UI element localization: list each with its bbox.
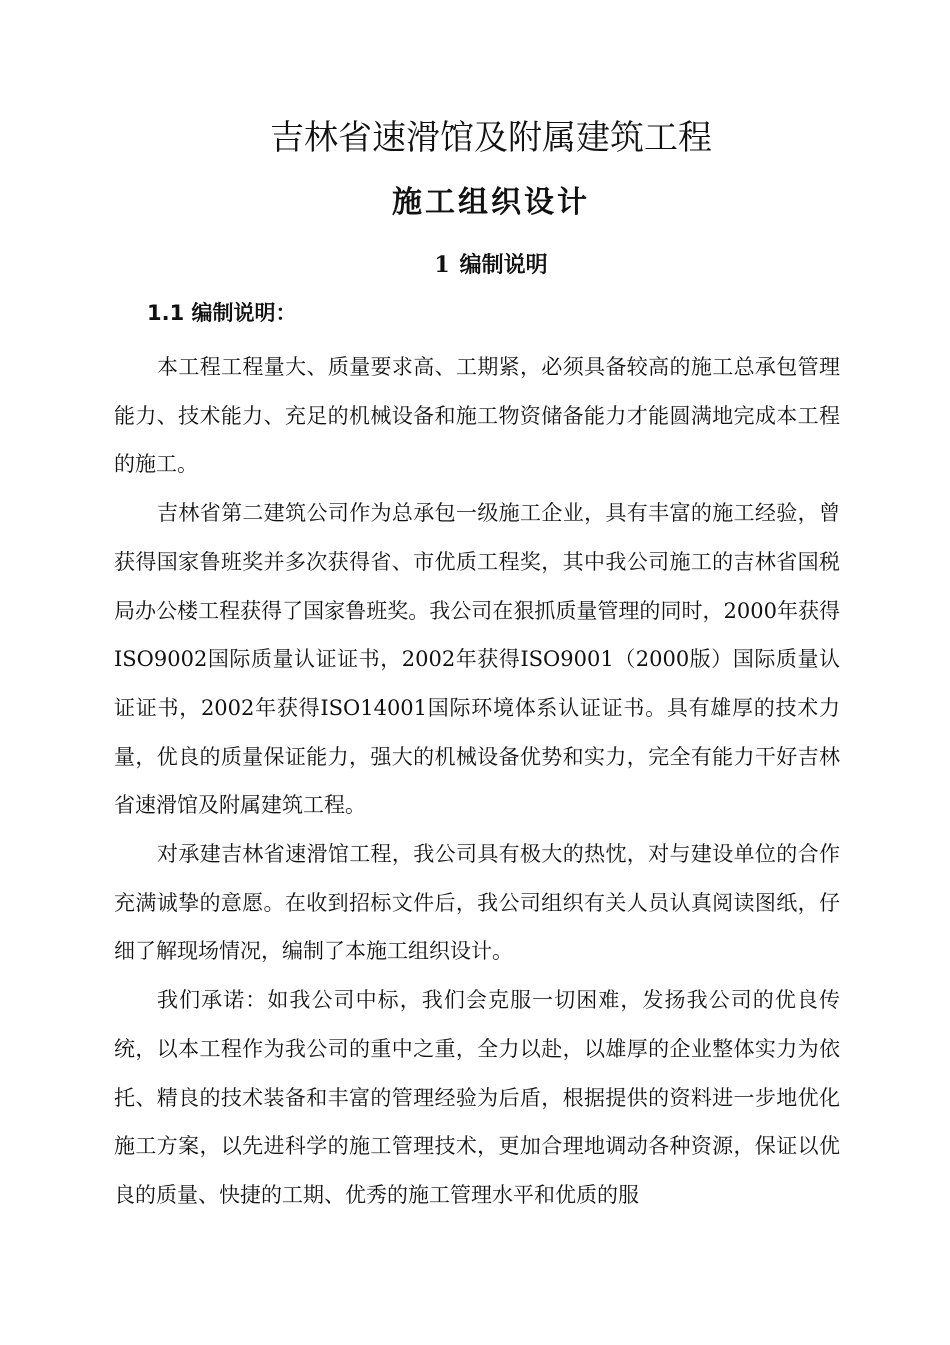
document-body <box>114 343 840 1220</box>
section-heading: 1.1 编制说明： <box>147 301 297 325</box>
paragraph: 对承建吉林省速滑馆工程，我公司具有极大的热忱，对与建设单位的合作充满诚挚的意愿。在收到招标文件后，我公司组织有关人员认真阅读图纸，仔细了解现场情况，编制了本施工组织设计。 <box>114 842 840 964</box>
paragraph: 吉林省第二建筑公司作为总承包一级施工企业，具有丰富的施工经验，曾获得国家鲁班奖并多次获得省、市优质工程奖，其中我公司施工的吉林省国税局办公楼工程获得了国家鲁班奖。我公司在狠抓质量管理的同时，2000年获得ISO9002国际质量认证证书，2002年获得ISO9001（2000版）国际质量认证证书，2002年获得ISO14001国际环境体系认证证书。具有雄厚的技术力量，优良的质量保证能力，强大的机械设备优势和实力，完全有能力干好吉林省速滑馆及附属建筑工程。 <box>114 501 840 818</box>
paragraph: 我们承诺：如我公司中标，我们会克服一切困难，发扬我公司的优良传统，以本工程作为我公司的重中之重，全力以赴，以雄厚的企业整体实力为依托、精良的技术装备和丰富的管理经验为后盾，根据提供的资料进一步地优化施工方案，以先进科学的施工管理技术，更加合理地调动各种资源，保证以优良的质量、快捷的工期、优秀的施工管理水平和优质的服 <box>114 988 840 1207</box>
chapter-number: 1 <box>434 252 450 278</box>
document-title: 吉林省速滑馆及附属建筑工程 <box>270 118 712 158</box>
document-subtitle: 施工组织设计 <box>392 185 590 220</box>
paragraph: 本工程工程量大、质量要求高、工期紧，必须具备较高的施工总承包管理能力、技术能力、充足的机械设备和施工物资储备能力才能圆满地完成本工程的施工。 <box>114 355 840 477</box>
chapter-label: 编制说明 <box>459 253 548 278</box>
chapter-heading <box>0 248 950 283</box>
